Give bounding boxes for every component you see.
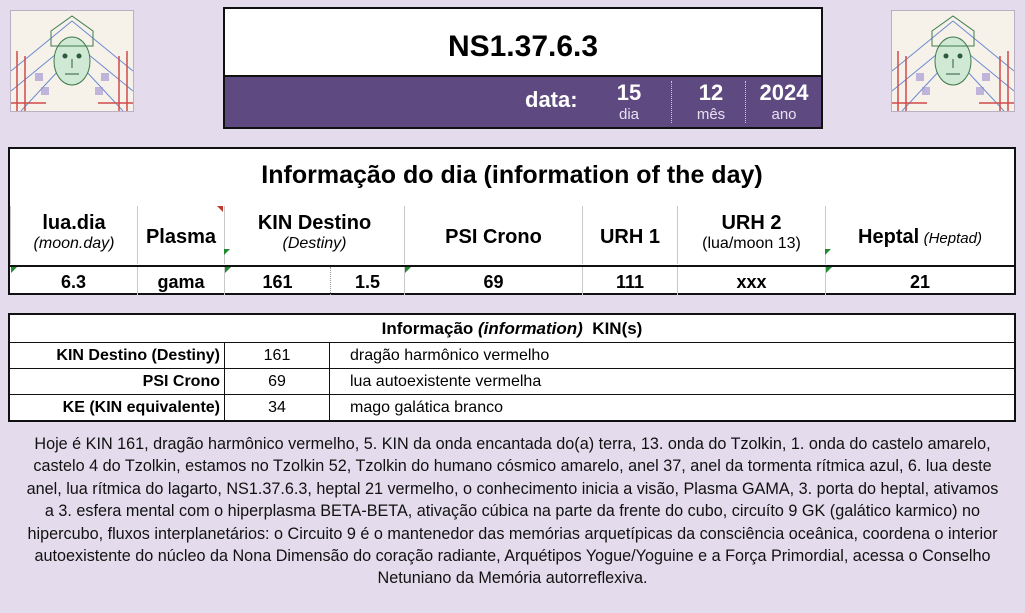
info-of-day-panel [8,147,1016,295]
val-kin-destiny: 161 [224,267,330,295]
kin-value: 34 [225,395,330,420]
cell-marker [825,249,831,255]
col-sub: (Destiny) [282,235,347,252]
col-header: Heptal [858,226,920,248]
col-header: PSI Crono [445,226,542,248]
cell-marker [11,267,17,273]
col-plasma [137,206,224,264]
kin-info-table [8,313,1016,422]
kin-description: lua autoexistente vermelha [350,373,542,390]
date-year-value: 2024 [759,80,809,105]
val-plasma: gama [137,267,224,295]
val-moon-day: 6.3 [60,272,87,292]
col-header: URH 1 [599,226,660,248]
cell-marker [405,267,411,273]
val-urh1: 111 [582,267,677,295]
date-month-unit: mês [696,106,726,123]
kin-label: PSI Crono [10,369,225,394]
kin-description: dragão harmônico vermelho [350,347,550,364]
kin-title-emphasis: (information) [478,319,583,338]
info-of-day-title: Informação do dia (information of the day) [261,161,763,189]
val-psi-crono: 69 [404,267,582,295]
date-month-value: 12 [698,80,724,105]
cell-marker [225,267,231,273]
artwork-right [891,10,1015,112]
date-day-value: 15 [616,80,642,105]
cell-marker [826,267,832,273]
values-row [10,265,1014,295]
val-kin-wave: 1.5 [330,267,404,295]
col-sub: (Heptad) [923,230,982,247]
hypercube-face-artwork [11,11,133,111]
table-row [10,343,1014,369]
col-psi-crono [404,206,582,264]
date-day-unit: dia [618,106,640,123]
col-heptal [825,206,1014,264]
header-box [223,7,823,129]
kin-title-part: Informação [381,319,479,338]
cell-marker [224,249,230,255]
col-sub: (moon.day) [33,235,115,252]
col-moon-day [10,206,137,264]
table-row [10,369,1014,395]
date-separator [745,81,746,123]
kin-value: 161 [225,343,330,368]
hypercube-face-artwork [892,11,1014,111]
col-header: URH 2 [721,212,782,234]
date-separator [671,81,672,123]
date-label: data: [525,87,578,112]
date-year [748,77,820,127]
date-month [675,77,747,127]
col-header: lua.dia [42,212,106,234]
kin-value: 69 [225,369,330,394]
date-year-unit: ano [771,106,797,123]
table-row [10,395,1014,421]
comment-marker [217,206,223,212]
col-urh2 [677,206,825,264]
artwork-left [10,10,134,112]
val-urh2: xxx [677,267,825,295]
kin-table-title [10,315,1014,343]
col-urh1 [582,206,677,264]
date-band [225,75,821,127]
val-heptal: 21 [825,267,1014,295]
day-description-paragraph: Hoje é KIN 161, dragão harmônico vermelho, 5. KIN da onda encantada do(a) terra, 13. onda do Tzolkin, 1. onda do castelo amarelo, castelo 4 do Tzolkin, estamos no Tzolkin 52, Tzolkin do humano cósmico amarelo, anel 37, anel da tormenta rítmica azul, 6. lua deste anel, lua rítmica do lagarto, NS1.37.6.3, heptal 21 vermelho, o conhecimento inicia a visão, Plasma GAMA, 3. porta do heptal, ativamos a 3. esfera mental com o hiperplasma BETA-BETA, ativação cúbica na parte da frente do cubo, circuíto 9 GK (galático karmico) no hipercubo, fluxos interplanetários: o Circuito 9 é o mantenedor das memórias arquetípicas da consciência oceânica, coordena o interior autoexistente do núcleo da Nona Dimensão do coração radiante, Arquétipos Yogue/Yoguine e a Força Primordial, acessa o Conselho Netuniano da Memória autorreflexiva. [26,435,999,588]
col-header-wrap [826,226,1014,249]
kin-label: KIN Destino (Destiny) [10,343,225,368]
galactic-code: NS1.37.6.3 [447,30,599,63]
col-header: KIN Destino [257,212,372,234]
date-day [593,77,665,127]
col-sub: (lua/moon 13) [702,235,801,252]
kin-title-part: KIN(s) [582,319,643,338]
col-header: Plasma [145,226,217,248]
col-kin-destiny [224,206,404,264]
kin-label: KE (KIN equivalente) [10,395,225,420]
kin-description: mago galática branco [350,399,503,416]
